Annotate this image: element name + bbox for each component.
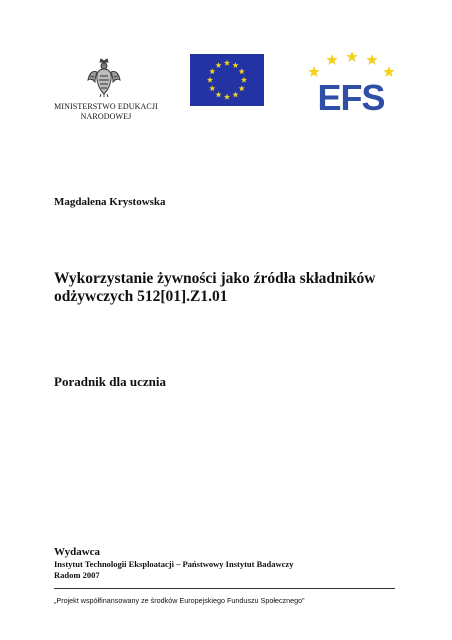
eu-flag-icon: [190, 54, 264, 106]
publisher-institute: Instytut Technologii Eksploatacji – Państwowy Instytut Badawczy: [54, 559, 294, 569]
title-line-2: odżywczych 512[01].Z1.01: [54, 288, 228, 305]
eagle-emblem-icon: [86, 58, 122, 98]
ministry-line-1: MINISTERSTWO EDUKACJI: [54, 102, 158, 111]
funding-note: „Projekt współfinansowany ze środków Europejskiego Funduszu Społecznego”: [54, 596, 305, 605]
ministry-line-2: NARODOWEJ: [80, 112, 132, 121]
publisher-block: [54, 546, 414, 581]
author-name: Magdalena Krystowska: [54, 196, 166, 208]
document-subtitle: Poradnik dla ucznia: [54, 374, 166, 389]
efs-star-icon: [308, 66, 319, 77]
publisher-heading: Wydawca: [54, 546, 101, 558]
title-line-1: Wykorzystanie żywności jako źródła składników: [54, 270, 376, 287]
document-title: [54, 270, 394, 306]
footer-divider: [54, 588, 395, 589]
efs-logo-text: EFS: [317, 77, 385, 118]
efs-star-icon: [383, 66, 394, 77]
efs-star-icon: [326, 54, 337, 65]
efs-star-icon: [366, 54, 377, 65]
efs-star-icon: [346, 51, 357, 62]
efs-logo-icon: [302, 50, 400, 118]
ministry-name: [50, 102, 162, 122]
publisher-place-year: Radom 2007: [54, 570, 100, 580]
